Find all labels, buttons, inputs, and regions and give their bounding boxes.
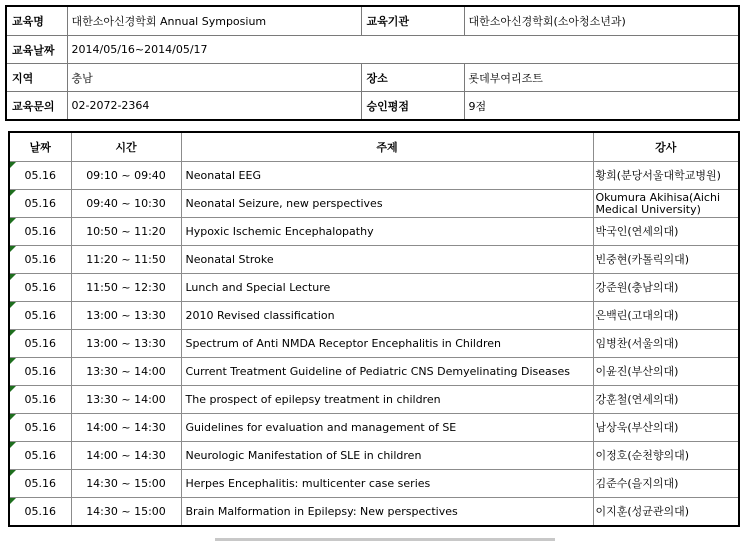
topic-cell: [181, 218, 593, 246]
date-cell: [9, 358, 71, 386]
time-cell: [71, 162, 181, 190]
time-text: 09:10 ~ 09:40: [86, 169, 166, 182]
topic-cell: [181, 246, 593, 274]
speaker-text: 박국인(연세의대): [595, 224, 679, 238]
table-row: [9, 274, 739, 302]
speaker-text: 황희(분당서울대학교병원): [595, 168, 721, 182]
speaker-cell: [593, 162, 739, 190]
time-cell: [71, 442, 181, 470]
date-cell: [9, 442, 71, 470]
topic-text: The prospect of epilepsy treatment in children: [185, 393, 441, 406]
table-row: [9, 442, 739, 470]
topic-text: Neonatal Stroke: [185, 253, 274, 266]
table-row: [9, 302, 739, 330]
topic-cell: [181, 274, 593, 302]
topic-cell: [181, 330, 593, 358]
date-label: 교육날짜: [6, 36, 67, 64]
speaker-text: 이지훈(성균관의대): [595, 504, 690, 518]
corner-mark-icon: [10, 274, 16, 280]
time-cell: [71, 358, 181, 386]
topic-cell: [181, 190, 593, 218]
speaker-cell: [593, 470, 739, 498]
date-cell: [9, 302, 71, 330]
time-text: 14:00 ~ 14:30: [86, 421, 166, 434]
date-cell: [9, 330, 71, 358]
date-text: 05.16: [24, 365, 56, 378]
time-text: 13:00 ~ 13:30: [86, 337, 166, 350]
corner-mark-icon: [10, 470, 16, 476]
table-row: [9, 470, 739, 498]
time-cell: [71, 330, 181, 358]
table-row: [9, 358, 739, 386]
speaker-text: Okumura Akihisa(Aichi Medical University): [595, 190, 721, 216]
speaker-cell: [593, 190, 739, 218]
time-text: 09:40 ~ 10:30: [86, 197, 166, 210]
topic-text: Guidelines for evaluation and management of SE: [185, 421, 457, 434]
table-row: [9, 246, 739, 274]
corner-mark-icon: [10, 190, 16, 196]
corner-mark-icon: [10, 330, 16, 336]
date-cell: [9, 498, 71, 527]
date-text: 05.16: [24, 253, 56, 266]
corner-mark-icon: [10, 162, 16, 168]
info-row-contact: [6, 92, 739, 121]
corner-mark-icon: [10, 442, 16, 448]
date-cell: [9, 386, 71, 414]
topic-cell: [181, 470, 593, 498]
date-value: 2014/05/16~2014/05/17: [67, 36, 739, 64]
course-name-label: 교육명: [6, 6, 67, 36]
topic-text: Brain Malformation in Epilepsy: New perspectives: [185, 505, 458, 518]
speaker-text: 은백린(고대의대): [595, 308, 679, 322]
date-text: 05.16: [24, 225, 56, 238]
date-text: 05.16: [24, 393, 56, 406]
corner-mark-icon: [10, 246, 16, 252]
topic-text: Herpes Encephalitis: multicenter case series: [185, 477, 431, 490]
corner-mark-icon: [10, 358, 16, 364]
venue-value: 롯데부여리조트: [464, 64, 739, 92]
time-cell: [71, 498, 181, 527]
speaker-cell: [593, 330, 739, 358]
topic-text: Current Treatment Guideline of Pediatric CNS Demyelinating Diseases: [185, 365, 571, 378]
table-row: [9, 414, 739, 442]
date-text: 05.16: [24, 477, 56, 490]
region-value: 충남: [67, 64, 361, 92]
schedule-table: [8, 131, 740, 527]
speaker-cell: [593, 442, 739, 470]
time-cell: [71, 386, 181, 414]
date-cell: [9, 162, 71, 190]
time-text: 14:30 ~ 15:00: [86, 505, 166, 518]
header-time: 시간: [71, 132, 181, 162]
table-row: [9, 498, 739, 527]
corner-mark-icon: [10, 302, 16, 308]
topic-text: Neurologic Manifestation of SLE in children: [185, 449, 422, 462]
info-row-region: [6, 64, 739, 92]
topic-cell: [181, 358, 593, 386]
time-cell: [71, 302, 181, 330]
date-cell: [9, 470, 71, 498]
speaker-text: 빈중현(카톨릭의대): [595, 252, 690, 266]
date-text: 05.16: [24, 197, 56, 210]
date-text: 05.16: [24, 281, 56, 294]
date-cell: [9, 190, 71, 218]
topic-cell: [181, 442, 593, 470]
corner-mark-icon: [10, 498, 16, 504]
speaker-cell: [593, 498, 739, 527]
topic-text: Hypoxic Ischemic Encephalopathy: [185, 225, 374, 238]
venue-label: 장소: [361, 64, 464, 92]
date-cell: [9, 274, 71, 302]
header-topic: 주제: [181, 132, 593, 162]
topic-text: Spectrum of Anti NMDA Receptor Encephalitis in Children: [185, 337, 501, 350]
date-cell: [9, 218, 71, 246]
date-text: 05.16: [24, 309, 56, 322]
time-cell: [71, 218, 181, 246]
topic-text: 2010 Revised classification: [185, 309, 335, 322]
schedule-header-row: [9, 132, 739, 162]
speaker-text: 강훈철(연세의대): [595, 392, 679, 406]
schedule-body: [9, 162, 739, 527]
time-text: 11:20 ~ 11:50: [86, 253, 166, 266]
contact-label: 교육문의: [6, 92, 67, 121]
institution-label: 교육기관: [361, 6, 464, 36]
date-text: 05.16: [24, 421, 56, 434]
speaker-cell: [593, 302, 739, 330]
corner-mark-icon: [10, 414, 16, 420]
date-text: 05.16: [24, 505, 56, 518]
date-cell: [9, 414, 71, 442]
contact-value: 02-2072-2364: [67, 92, 361, 121]
time-text: 13:30 ~ 14:00: [86, 365, 166, 378]
date-text: 05.16: [24, 337, 56, 350]
topic-cell: [181, 386, 593, 414]
speaker-text: 남상욱(부산의대): [595, 420, 679, 434]
region-label: 지역: [6, 64, 67, 92]
speaker-cell: [593, 414, 739, 442]
date-cell: [9, 246, 71, 274]
date-text: 05.16: [24, 169, 56, 182]
speaker-text: 임병찬(서울의대): [595, 336, 679, 350]
topic-text: Lunch and Special Lecture: [185, 281, 331, 294]
table-row: [9, 330, 739, 358]
info-row-date: [6, 36, 739, 64]
speaker-text: 이정호(순천향의대): [595, 448, 690, 462]
speaker-text: 김준수(을지의대): [595, 476, 679, 490]
speaker-cell: [593, 386, 739, 414]
institution-value: 대한소아신경학회(소아청소년과): [464, 6, 739, 36]
speaker-text: 이윤진(부산의대): [595, 364, 679, 378]
time-cell: [71, 470, 181, 498]
header-date: 날짜: [9, 132, 71, 162]
topic-text: Neonatal Seizure, new perspectives: [185, 197, 383, 210]
time-text: 13:00 ~ 13:30: [86, 309, 166, 322]
header-speaker: 강사: [593, 132, 739, 162]
info-row-name: [6, 6, 739, 36]
time-cell: [71, 274, 181, 302]
table-row: [9, 190, 739, 218]
speaker-cell: [593, 274, 739, 302]
table-row: [9, 218, 739, 246]
speaker-text: 강준원(충남의대): [595, 280, 679, 294]
topic-cell: [181, 414, 593, 442]
points-label: 승인평점: [361, 92, 464, 121]
topic-cell: [181, 302, 593, 330]
course-info-table: [5, 5, 740, 121]
speaker-cell: [593, 246, 739, 274]
time-text: 13:30 ~ 14:00: [86, 393, 166, 406]
date-text: 05.16: [24, 449, 56, 462]
time-cell: [71, 190, 181, 218]
time-cell: [71, 246, 181, 274]
corner-mark-icon: [10, 386, 16, 392]
time-text: 14:00 ~ 14:30: [86, 449, 166, 462]
table-row: [9, 162, 739, 190]
speaker-cell: [593, 358, 739, 386]
topic-text: Neonatal EEG: [185, 169, 261, 182]
corner-mark-icon: [10, 218, 16, 224]
table-row: [9, 386, 739, 414]
course-name-value: 대한소아신경학회 Annual Symposium: [67, 6, 361, 36]
time-text: 11:50 ~ 12:30: [86, 281, 166, 294]
points-value: 9점: [464, 92, 739, 121]
time-text: 10:50 ~ 11:20: [86, 225, 166, 238]
time-cell: [71, 414, 181, 442]
speaker-cell: [593, 218, 739, 246]
topic-cell: [181, 498, 593, 527]
topic-cell: [181, 162, 593, 190]
time-text: 14:30 ~ 15:00: [86, 477, 166, 490]
